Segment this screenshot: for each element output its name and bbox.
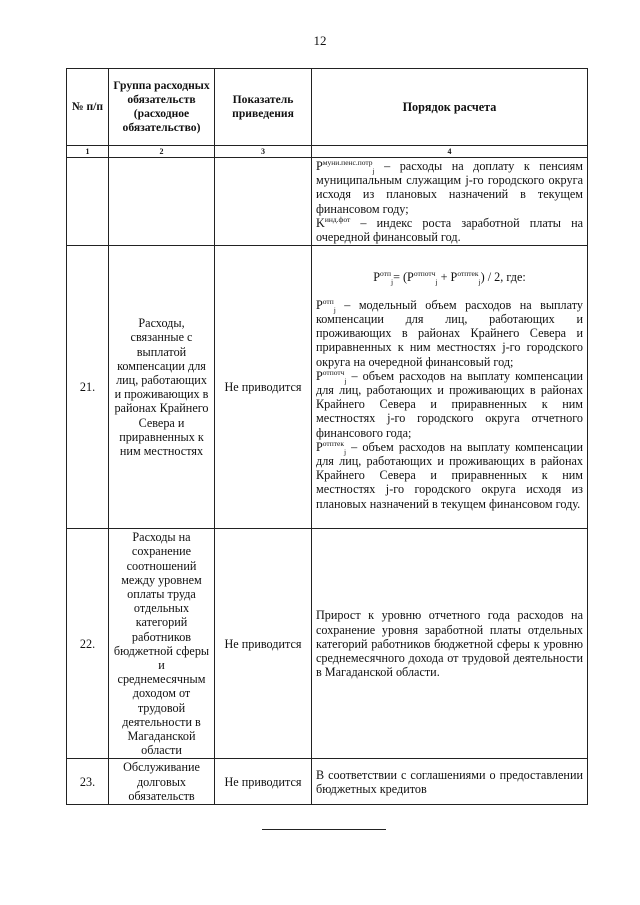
row-22-num: 22. [67, 529, 109, 759]
row-22-group: Расходы на сохранение соотношений между уровнем оплаты труда отдельных категорий работников бюджетной сферы и среднемесячным доходом от трудовой деятельности в Магаданской области [109, 529, 215, 759]
row-23-indicator: Не приводится [215, 759, 312, 805]
row-21-group: Расходы, связанные с выплатой компенсации для лиц, работающих и проживающих в районах Крайнего Севера и приравненных к ним местностях [109, 246, 215, 529]
row-21-num: 21. [67, 246, 109, 529]
table-row [67, 158, 588, 246]
closing-rule [262, 829, 386, 830]
row-23-num: 23. [67, 759, 109, 805]
table-row [67, 529, 588, 759]
row-21-definition-1: $P^{отп}_j$ – модельный объем расходов на выплату компенсации для лиц, работающих и проживающих в районах Крайнего Севера и приравненных к ним местностях j-го городского округа на очередной финансовый год; [316, 296, 583, 369]
row-22-indicator: Не приводится [215, 529, 312, 759]
header-indicator: Показатель приведения [215, 69, 312, 146]
header-order: Порядок расчета [312, 69, 588, 146]
calculation-table [66, 68, 588, 805]
row-num-empty [67, 158, 109, 246]
row-group-empty [109, 158, 215, 246]
continuation-line-1: $P^{муни.пенс.потр}_j$ – расходы на доплату к пенсиям муниципальным служащим j-го городского округа исходя из плановых назначений в текущем финансовом году; [316, 157, 583, 216]
column-number: 1 [67, 146, 109, 158]
row-21-indicator: Не приводится [215, 246, 312, 529]
column-number: 4 [312, 146, 588, 158]
row-23-group: Обслуживание долговых обязательств [109, 759, 215, 805]
row-21-definition-2: $P^{отпотч}_j$ – объем расходов на выплату компенсации для лиц, работающих и проживающих в районах Крайнего Севера и приравненных к ним местностях j-го городского округа отчетного финансового года; [316, 367, 583, 440]
table-header-row [67, 69, 588, 146]
table-row [67, 246, 588, 529]
row-indicator-empty [215, 158, 312, 246]
column-number: 3 [215, 146, 312, 158]
row-21-formula: $P^{отп}_j= (P^{отпотч}_j + P^{отптек}_j) / 2$, где: [373, 268, 526, 287]
table-row [67, 759, 588, 805]
row-23-order: В соответствии с соглашениями о предоставлении бюджетных кредитов [312, 759, 588, 805]
row-22-order: Прирост к уровню отчетного года расходов на сохранение уровня заработной платы отдельных категорий работников бюджетной сферы к уровню среднемесячного дохода от трудовой деятельности в Магаданской области. [312, 529, 588, 759]
column-number: 2 [109, 146, 215, 158]
page-number: 12 [313, 33, 327, 48]
row-21-order [312, 246, 588, 529]
header-num: № п/п [67, 69, 109, 146]
continuation-line-2: $K^{инд.фот}$ – индекс роста заработной платы на очередной финансовый год. [316, 214, 583, 245]
column-number-row [67, 146, 588, 158]
row-21-definition-3: $P^{отптек}_j$ – объем расходов на выплату компенсации для лиц, работающих и проживающих в районах Крайнего Севера и приравненных к ним местностях j-го городского округа исходя из плановых назначений в текущем финансовом году. [316, 438, 583, 511]
continuation-order [312, 158, 588, 246]
header-group: Группа расходных обязательств (расходное обязательство) [109, 69, 215, 146]
